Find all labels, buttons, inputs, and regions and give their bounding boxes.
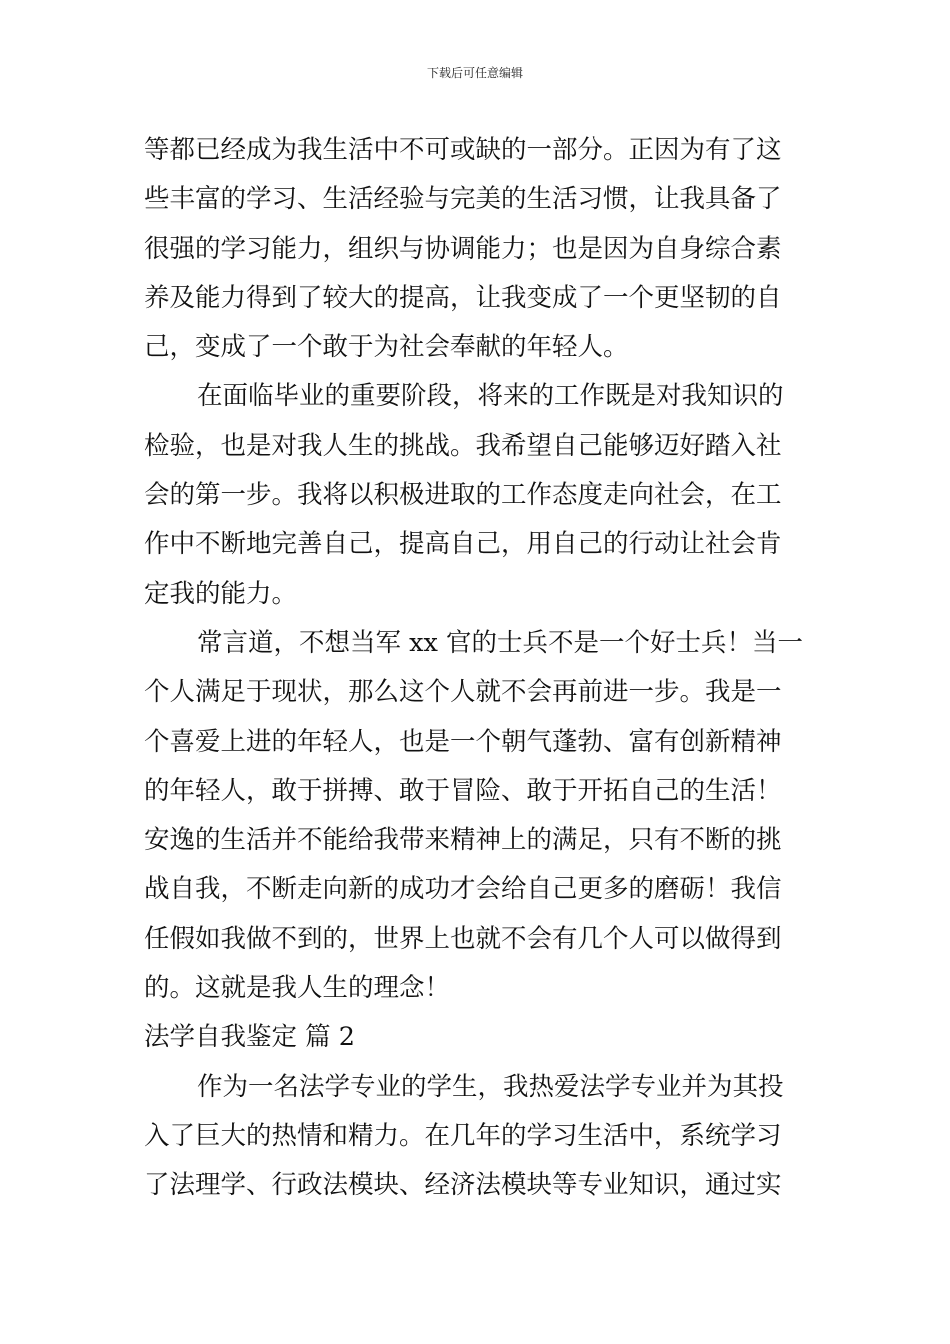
text-line: 很强的学习能力，组织与协调能力；也是因为自身综合素 [144,233,782,264]
text-line: 养及能力得到了较大的提高，让我变成了一个更坚韧的自 [144,282,782,313]
text-line: 定我的能力。 [144,578,298,609]
paragraph-first-line: 常言道，不想当军 xx 官的士兵不是一个好士兵！当一 [197,627,803,658]
text-line: 的年轻人，敢于拼搏、敢于冒险、敢于开拓自己的生活！ [144,775,782,806]
text-line: 等都已经成为我生活中不可或缺的一部分。正因为有了这 [144,135,782,165]
paragraph-first-line: 在面临毕业的重要阶段，将来的工作既是对我知识的 [197,381,784,412]
paragraph-first-line: 作为一名法学专业的学生，我热爱法学专业并为其投 [197,1071,784,1102]
text-line: 安逸的生活并不能给我带来精神上的满足，只有不断的挑 [144,825,782,856]
text-line: 个人满足于现状，那么这个人就不会再前进一步。我是一 [144,677,782,708]
text-line: 入了巨大的热情和精力。在几年的学习生活中，系统学习 [144,1120,782,1151]
text-line: 作中不断地完善自己，提高自己，用自己的行动让社会肯 [144,529,782,560]
document-body [144,126,809,1211]
page-header: 下载后可任意编辑 [426,66,523,80]
text-line: 的。这就是我人生的理念！ [144,973,451,1004]
text-line: 检验，也是对我人生的挑战。我希望自己能够迈好踏入社 [144,430,782,461]
text-line: 了法理学、行政法模块、经济法模块等专业知识，通过实 [144,1170,782,1201]
text-line: 个喜爱上进的年轻人，也是一个朝气蓬勃、富有创新精神 [144,726,782,757]
text-line: 任假如我做不到的，世界上也就不会有几个人可以做得到 [144,923,782,954]
text-line: 战自我，不断走向新的成功才会给自己更多的磨砺！我信 [144,874,782,905]
text-line: 些丰富的学习、生活经验与完美的生活习惯，让我具备了 [144,184,782,215]
text-line: 会的第一步。我将以积极进取的工作态度走向社会，在工 [144,480,782,511]
section-heading: 法学自我鉴定 篇 2 [144,1022,355,1053]
text-line: 己，变成了一个敢于为社会奉献的年轻人。 [144,332,629,363]
